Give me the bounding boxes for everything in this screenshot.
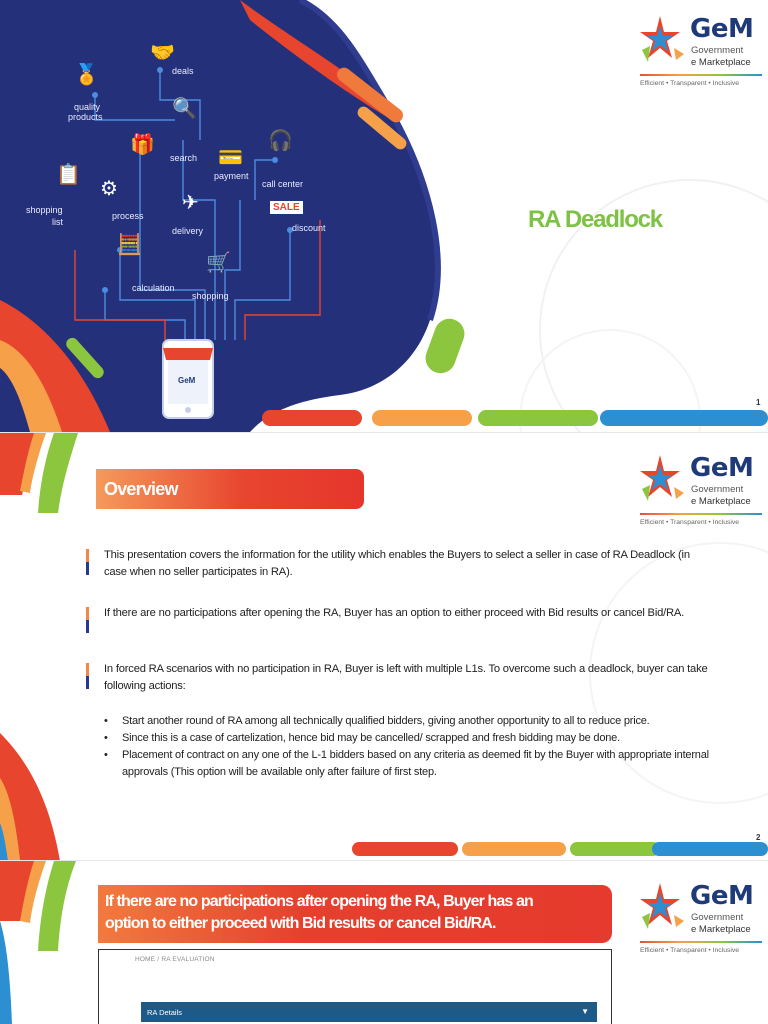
gem-star-icon [634, 10, 690, 70]
paragraph-marker [86, 663, 89, 689]
checklist-icon: 📋 [56, 164, 81, 186]
logo-brand: GeM [690, 453, 754, 483]
logo-brand: GeM [690, 881, 754, 911]
list-item: • Since this is a case of cartelization, hence bid may be cancelled/ scrapped and fresh bidding may be done. [104, 730, 714, 747]
slide-2 [0, 432, 768, 860]
slide1-title: RA Deadlock [528, 206, 662, 233]
paragraph-marker [86, 549, 89, 575]
breadcrumb: HOME / RA EVALUATION [135, 956, 215, 963]
badge-icon: 🏅 [74, 64, 99, 86]
slide-3 [0, 860, 768, 1024]
label-shopping-cart: shopping [192, 291, 229, 301]
label-shopping: shopping [26, 205, 63, 215]
slide-1 [0, 0, 768, 432]
overview-banner [96, 469, 364, 509]
gem-star-icon [634, 449, 690, 509]
handshake-icon: 🤝 [150, 42, 175, 64]
label-payment: payment [214, 171, 249, 181]
label-list: list [52, 217, 63, 227]
gem-star-icon [634, 877, 690, 937]
label-quality: quality [74, 102, 101, 112]
ra-evaluation-screenshot [98, 949, 612, 1024]
paragraph-2: If there are no participations after opening the RA, Buyer has an option to either proceed with Bid results or cancel Bid/RA. [104, 607, 685, 619]
footer-bar-green [570, 842, 660, 856]
label-calculation: calculation [132, 283, 175, 293]
slide3-heading-line2: option to either proceed with Bid results or cancel Bid/RA. [105, 915, 496, 932]
ra-details-dropdown[interactable] [141, 1002, 597, 1022]
logo-tagline: Efficient • Transparent • Inclusive [640, 947, 740, 954]
logo-tagline: Efficient • Transparent • Inclusive [640, 519, 740, 526]
label-discount: discount [292, 223, 326, 233]
logo-line2: e Marketplace [691, 924, 751, 935]
slide2-number: 2 [756, 833, 761, 842]
headset-icon: 🎧 [268, 130, 293, 152]
list-item: • Start another round of RA among all technically qualified bidders, giving another opportunity to all to reduce price. [104, 713, 714, 730]
logo-line1: Government [691, 912, 744, 923]
logo-rule [640, 941, 762, 943]
ra-details-label: RA Details [147, 1008, 183, 1017]
footer-bar-blue [652, 842, 768, 856]
logo-line2: e Marketplace [691, 496, 751, 507]
footer-color-bars [352, 842, 768, 856]
logo-rule [640, 513, 762, 515]
slide3-banner [98, 885, 612, 943]
phone-brand: GeM [178, 376, 196, 385]
action-list [104, 713, 714, 781]
logo-line1: Government [691, 45, 744, 56]
logo-line1: Government [691, 484, 744, 495]
overview-heading: Overview [104, 479, 178, 499]
cart-icon: 🛒 [206, 252, 231, 274]
paragraph-marker [86, 607, 89, 633]
logo-brand: GeM [690, 14, 754, 44]
label-search: search [170, 153, 198, 163]
gift-icon: 🎁 [130, 134, 155, 156]
calculator-icon: 🧮 [117, 234, 142, 256]
gem-logo [634, 449, 768, 529]
label-call-center: call center [262, 179, 304, 189]
paragraph-3: In forced RA scenarios with no participation in RA, Buyer is left with multiple L1s. To overcome such a deadlock, buyer can take following actions: [104, 663, 708, 692]
slide1-number: 1 [756, 398, 761, 407]
paragraph-1: This presentation covers the information for the utility which enables the Buyers to select a seller in case of RA Deadlock (in case when no seller participates in RA). [104, 549, 690, 578]
label-products: products [68, 112, 103, 122]
logo-tagline: Efficient • Transparent • Inclusive [640, 80, 740, 87]
label-deals: deals [172, 66, 194, 76]
gear-icon: ⚙ [100, 178, 118, 200]
footer-bar-red [352, 842, 458, 856]
magnifier-icon: 🔍 [172, 98, 197, 120]
chevron-down-icon: ▼ [581, 1007, 589, 1016]
sale-tag: SALE [270, 201, 303, 214]
label-delivery: delivery [172, 226, 204, 236]
gem-logo [634, 10, 768, 90]
label-process: process [112, 211, 144, 221]
list-item: • Placement of contract on any one of the L-1 bidders based on any criteria as deemed fit by the Buyer with appropriate internal approvals (This option will be available only after failure of first step. [104, 747, 714, 781]
footer-bar-orange [462, 842, 566, 856]
logo-line2: e Marketplace [691, 57, 751, 68]
logo-rule [640, 74, 762, 76]
card-icon: 💳 [218, 147, 243, 169]
gem-logo [634, 877, 768, 957]
airplane-icon: ✈ [182, 192, 199, 214]
slide3-heading-line1: If there are no participations after opening the RA, Buyer has an [105, 893, 533, 910]
